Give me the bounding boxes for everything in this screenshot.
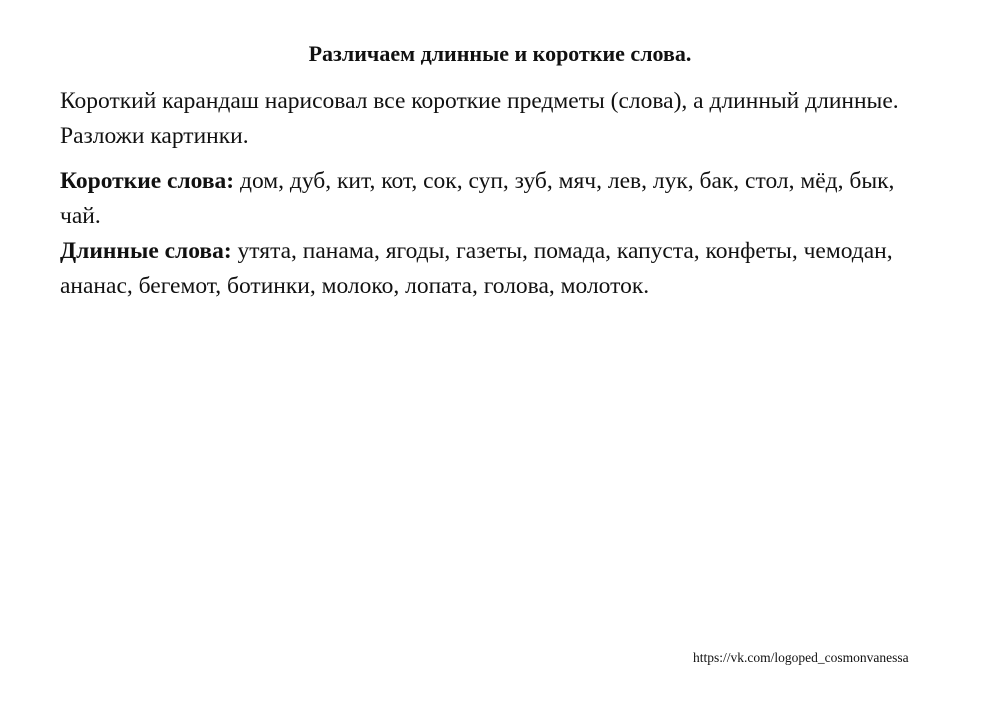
- short-words-label: Короткие слова:: [60, 168, 235, 194]
- source-link[interactable]: https://vk.com/logoped_cosmonvanessa: [693, 650, 909, 665]
- short-words-paragraph: [60, 164, 910, 234]
- instructions-paragraph: Короткий карандаш нарисовал все короткие предметы (слова), а длинный длинные. Разложи картинки.: [60, 88, 899, 149]
- long-words-paragraph: [60, 234, 910, 304]
- short-words-list: дом, дуб, кит, кот, сок, суп, зуб, мяч, лев, лук, бак, стол, мёд, бык, чай.: [60, 168, 895, 229]
- long-words-label: Длинные слова:: [60, 238, 232, 264]
- long-words-list: утята, панама, ягоды, газеты, помада, капуста, конфеты, чемодан, ананас, бегемот, ботинки, молоко, лопата, голова, молоток.: [60, 238, 893, 299]
- word-lists: [60, 164, 910, 304]
- page-title: Различаем длинные и короткие слова.: [308, 41, 692, 66]
